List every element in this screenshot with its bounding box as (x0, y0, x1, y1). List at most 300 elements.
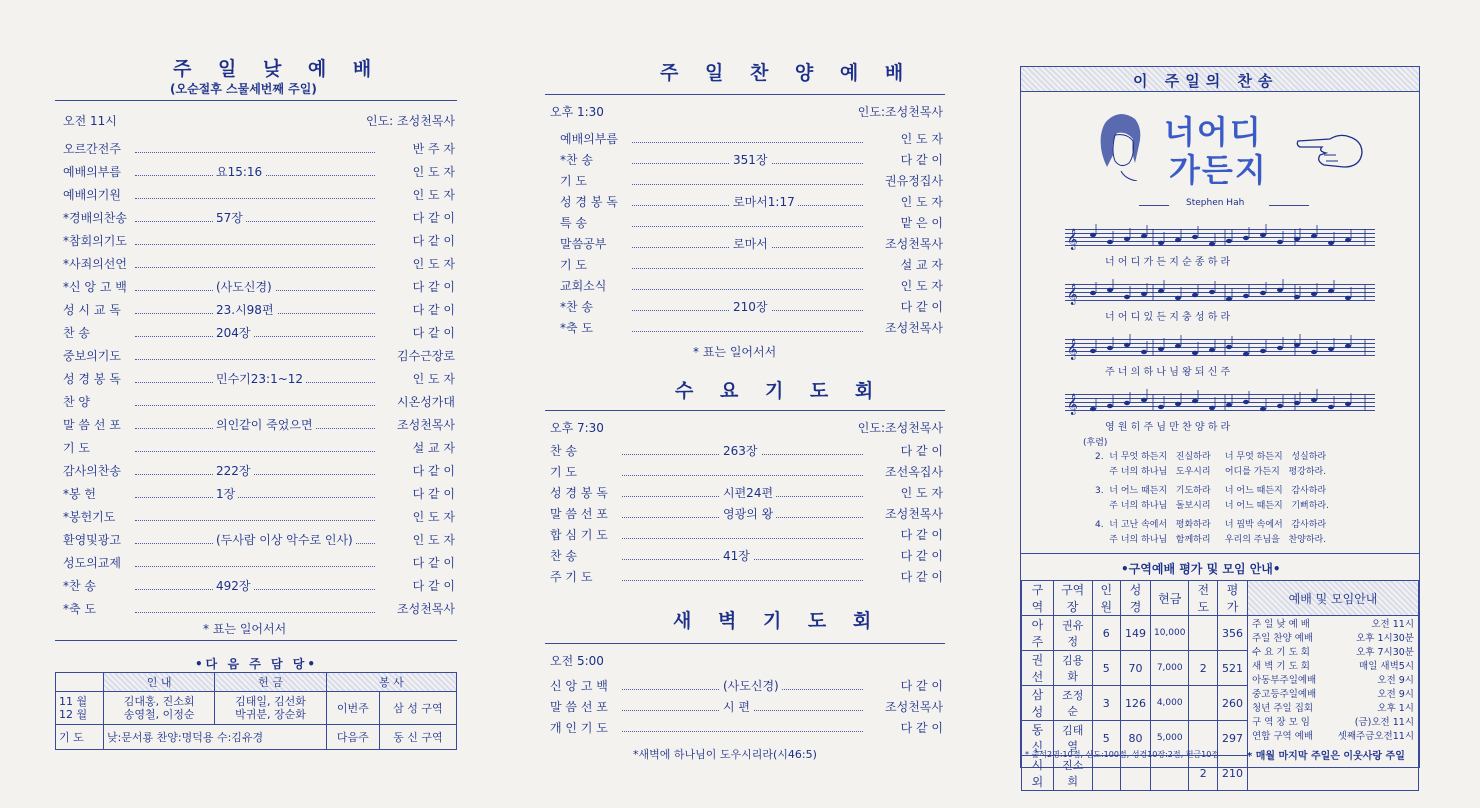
order-item (63, 209, 455, 229)
item-detail: 시편24편 (720, 484, 776, 501)
duty-title: •다 음 주 담 당• (195, 657, 319, 671)
item-name: 말씀공부 (560, 235, 609, 252)
schedule-time: 오후 1시 (1377, 703, 1414, 714)
page-title: 주 일 낮 예 배 (173, 58, 382, 80)
item-name: 기 도 (560, 256, 590, 273)
item-name: 찬 송 (550, 547, 580, 564)
table-cell (1092, 756, 1121, 791)
table-cell: 5 (1092, 721, 1121, 756)
item-detail: (사도신경) (720, 677, 782, 694)
duty-header: 봉 사 (326, 673, 456, 692)
item-name: 특 송 (560, 214, 590, 231)
order-item (560, 319, 943, 339)
right-column (1020, 66, 1420, 789)
schedule-row (1252, 688, 1414, 702)
item-name: *경배의찬송 (63, 209, 130, 226)
leader-dots (135, 474, 375, 475)
footnote-monthly: * 매월 마지막 주일은 이웃사랑 주일 (1247, 751, 1405, 762)
leader-dots (135, 359, 375, 360)
duty-header: 인 내 (103, 673, 214, 692)
duty-prayer: 낮:문서룡 찬양:명덕용 수:김유경 (103, 725, 326, 750)
order-item (550, 719, 943, 739)
schedule-name: 수 요 기 도 회 (1252, 647, 1310, 658)
table-cell: 아 주 (1022, 616, 1054, 651)
duty-prayer-label: 기 도 (56, 725, 104, 750)
order-item (560, 172, 943, 192)
item-person: 설 교 자 (412, 441, 455, 455)
item-detail: 민수기23:1~12 (213, 370, 306, 387)
standing-note: * 표는 일어서서 (203, 622, 287, 636)
lyric-line: 주 너 의 하 나 님 왕 되 신 주 (1105, 367, 1231, 378)
order-item (550, 442, 943, 462)
schedule-time: 오후 1시30분 (1356, 633, 1414, 644)
table-cell: 김용화 (1053, 651, 1092, 686)
schedule-time: 오전 9시 (1377, 689, 1414, 700)
item-name: *축 도 (63, 600, 99, 617)
order-item (63, 301, 455, 321)
item-detail: 263장 (720, 442, 761, 459)
item-name: 성 경 봉 독 (550, 484, 611, 501)
item-detail: 1장 (213, 485, 238, 502)
table-cell: 5,000 (1150, 721, 1189, 756)
item-name: *봉헌기도 (63, 508, 118, 525)
table-header: 구역장 (1053, 581, 1092, 616)
duty-table (55, 672, 457, 750)
item-name: 중보의기도 (63, 347, 124, 364)
item-person: 인 도 자 (900, 279, 943, 293)
table-cell: 4,000 (1150, 686, 1189, 721)
item-name: *찬 송 (560, 298, 596, 315)
music-staff (1065, 339, 1375, 359)
table-cell: 6 (1092, 616, 1121, 651)
order-item (63, 531, 455, 551)
item-name: 말 씀 선 포 (550, 505, 611, 522)
table-cell: 7,000 (1150, 651, 1189, 686)
order-item (560, 298, 943, 318)
item-detail: 영광의 왕 (720, 505, 776, 522)
item-person: 다 같 이 (900, 528, 943, 542)
schedule-time: 오전 9시 (1377, 675, 1414, 686)
item-person: 다 같 이 (412, 487, 455, 501)
order-item (63, 255, 455, 275)
order-item (560, 277, 943, 297)
verse-line: 4. 너 고난 속에서 평화하라 너 핍박 속에서 감사하라 (1095, 520, 1327, 530)
item-detail: 23.시98편 (213, 301, 277, 318)
schedule-row (1252, 632, 1414, 646)
item-person: 조성천목사 (885, 321, 943, 335)
verse-note: *새벽에 하나님이 도우시리라(시46:5) (633, 748, 817, 761)
order-item (550, 526, 943, 546)
table-cell: 3 (1092, 686, 1121, 721)
music-staff (1065, 229, 1375, 249)
duty-week: 이번주 (326, 691, 379, 724)
order-item (63, 508, 455, 528)
order-item (63, 416, 455, 436)
table-header: 인원 (1092, 581, 1121, 616)
table-cell (1121, 756, 1151, 791)
item-person: 다 같 이 (900, 300, 943, 314)
item-detail: 222장 (213, 462, 254, 479)
table-cell: 149 (1121, 616, 1151, 651)
item-person: 권유정집사 (885, 174, 943, 188)
item-detail: 41장 (720, 547, 753, 564)
sheet-music (1065, 217, 1375, 439)
table-cell: 521 (1218, 651, 1248, 686)
leader-dots (632, 184, 863, 185)
section-title: 주 일 찬 양 예 배 (660, 62, 914, 84)
item-person: 조성천목사 (885, 700, 943, 714)
table-cell: 260 (1218, 686, 1248, 721)
order-item (63, 163, 455, 183)
schedule-name: 새 벽 기 도 회 (1252, 661, 1310, 672)
table-cell: 356 (1218, 616, 1248, 651)
schedule-time: 매일 새벽5시 (1359, 661, 1414, 672)
pointing-hand-icon (1296, 127, 1366, 171)
item-person: 다 같 이 (412, 464, 455, 478)
table-cell: 삼 성 (1022, 686, 1054, 721)
leader-dots (632, 268, 863, 269)
hymn-title-line1: 너어디 (1164, 113, 1263, 151)
item-person: 인 도 자 (412, 257, 455, 271)
order-item (63, 462, 455, 482)
order-item (550, 484, 943, 504)
order-item (560, 235, 943, 255)
order-item (550, 677, 943, 697)
item-detail: 57장 (213, 209, 246, 226)
service-time: 오후 7:30 (550, 421, 604, 435)
order-item (560, 214, 943, 234)
item-person: 인 도 자 (412, 533, 455, 547)
table-header: 현금 (1150, 581, 1189, 616)
table-header: 평가 (1218, 581, 1248, 616)
schedule-name: 중고등주일예배 (1252, 689, 1317, 700)
schedule-row (1252, 730, 1414, 744)
item-person: 다 같 이 (412, 234, 455, 248)
table-header: 예배 및 모임안내 (1248, 581, 1419, 616)
leader-dots (135, 612, 375, 613)
leader-dots (135, 497, 375, 498)
item-detail: 로마서 (730, 235, 771, 252)
table-header: 전도 (1189, 581, 1218, 616)
order-item (550, 505, 943, 525)
duty-guide: 김대홍, 진소회 송영철, 이정순 (103, 691, 214, 724)
verse-line: 2. 너 무엇 하든지 진실하라 너 무엇 하든지 성실하라 (1095, 452, 1327, 462)
item-detail: 로마서1:17 (730, 193, 798, 210)
item-name: *사죄의선언 (63, 255, 130, 272)
item-person: 인 도 자 (900, 195, 943, 209)
order-item (63, 347, 455, 367)
svg-text:𝄞: 𝄞 (1067, 394, 1078, 415)
duty-service: 동 신 구역 (379, 725, 456, 750)
order-item (560, 256, 943, 276)
leader-dots (622, 538, 863, 539)
order-item (63, 324, 455, 344)
leader-dots (622, 475, 863, 476)
item-name: 신 앙 고 백 (550, 677, 611, 694)
svg-text:𝄞: 𝄞 (1067, 229, 1078, 250)
item-name: 환영및광고 (63, 531, 124, 548)
table-cell: 2 (1189, 651, 1218, 686)
leader-dots (135, 566, 375, 567)
order-item (560, 193, 943, 213)
leader-dots (135, 221, 375, 222)
duty-offering: 김태일, 김선화 박귀분, 장순화 (215, 691, 326, 724)
item-detail: (두사람 이상 악수로 인사) (213, 531, 356, 548)
order-item (63, 485, 455, 505)
order-item (63, 140, 455, 160)
table-cell (1189, 616, 1218, 651)
item-name: 성도의교제 (63, 554, 124, 571)
table-cell: 5 (1092, 651, 1121, 686)
schedule-name: 연합 구역 예배 (1252, 731, 1314, 742)
order-item (550, 547, 943, 567)
table-cell: 권 선 (1022, 651, 1054, 686)
schedule-time: 셋째주금오전11시 (1337, 731, 1414, 742)
item-person: 다 같 이 (412, 280, 455, 294)
duty-service: 삼 성 구역 (379, 691, 456, 724)
item-person: 조선옥집사 (885, 465, 943, 479)
order-item (550, 568, 943, 588)
item-person: 다 같 이 (412, 211, 455, 225)
item-person: 조성천목사 (397, 418, 455, 432)
verse-line: 주 너의 하나님 돌보시리 너 어느 때든지 기뻐하라. (1095, 501, 1329, 511)
table-cell: 2 (1189, 756, 1218, 791)
item-name: *신 앙 고 백 (63, 278, 130, 295)
item-name: 찬 양 (63, 393, 93, 410)
hymn-header-bar (1021, 67, 1419, 92)
lyric-line: 너 어 디 있 든 지 충 성 하 라 (1105, 312, 1231, 323)
order-item (560, 151, 943, 171)
schedule-time: (금)오전 11시 (1354, 717, 1414, 728)
service-leader: 인도:조성천목사 (857, 421, 943, 435)
order-item (63, 577, 455, 597)
table-cell: 70 (1121, 651, 1151, 686)
lyric-line: 너 어 디 가 든 지 순 종 하 라 (1105, 257, 1231, 268)
item-name: *봉 헌 (63, 485, 99, 502)
leader-dots (135, 451, 375, 452)
item-person: 인 도 자 (412, 510, 455, 524)
item-detail: (사도신경) (213, 278, 275, 295)
service-leader: 인도:조성천목사 (857, 105, 943, 119)
order-item (550, 698, 943, 718)
order-item (63, 232, 455, 252)
schedule-name: 주 일 낮 예 배 (1252, 619, 1310, 630)
order-item (63, 278, 455, 298)
item-name: 합 심 기 도 (550, 526, 611, 543)
table-cell: 시 외 (1022, 756, 1054, 791)
leader-dots (632, 226, 863, 227)
table-cell (1150, 756, 1189, 791)
item-person: 조성천목사 (885, 507, 943, 521)
table-cell: 210 (1218, 756, 1248, 791)
item-person: 다 같 이 (900, 679, 943, 693)
item-person: 반 주 자 (412, 142, 455, 156)
order-list (550, 677, 943, 740)
leader-dots (135, 152, 375, 153)
item-name: 말 씀 선 포 (63, 416, 124, 433)
item-name: 주 기 도 (550, 568, 595, 585)
table-cell: 진소희 (1053, 756, 1092, 791)
item-name: 찬 송 (550, 442, 580, 459)
girl-illustration-icon (1091, 111, 1151, 181)
item-detail: 210장 (730, 298, 771, 315)
order-list (63, 140, 455, 620)
order-item (63, 600, 455, 620)
order-item (560, 130, 943, 150)
schedule-name: 아동부주일예배 (1252, 675, 1317, 686)
lyric-line: 영 원 히 주 님 만 찬 양 하 라 (1105, 422, 1231, 433)
music-notes (1065, 333, 1375, 363)
verse-line: 3. 너 어느 때든지 기도하라 너 어느 때든지 감사하라 (1095, 486, 1327, 496)
order-item (550, 463, 943, 483)
schedule-cell (1248, 616, 1419, 791)
schedule-row (1252, 646, 1414, 660)
leader-dots (135, 520, 375, 521)
item-detail: 의인같이 죽었으면 (213, 416, 316, 433)
leader-dots (135, 336, 375, 337)
order-item (63, 370, 455, 390)
music-notes (1065, 223, 1375, 253)
item-person: 인 도 자 (900, 486, 943, 500)
music-notes (1065, 388, 1375, 418)
item-name: *참회의기도 (63, 232, 130, 249)
item-name: 교회소식 (560, 277, 609, 294)
standing-note: * 표는 일어서서 (693, 345, 777, 359)
item-name: 성 시 교 독 (63, 301, 124, 318)
subtitle: (오순절후 스물세번째 주일) (170, 82, 317, 96)
verse-line: 주 너의 하나님 함께하리 우리의 주님을 찬양하라. (1095, 535, 1327, 545)
item-person: 조성천목사 (885, 237, 943, 251)
table-cell: 김태열 (1053, 721, 1092, 756)
item-person: 인 도 자 (412, 165, 455, 179)
leader-dots (632, 331, 863, 332)
music-staff (1065, 284, 1375, 304)
table-cell: 80 (1121, 721, 1151, 756)
item-detail: 요15:16 (213, 163, 265, 180)
table-cell: 10,000 (1150, 616, 1189, 651)
order-item (63, 186, 455, 206)
schedule-name: 구 역 장 모 임 (1252, 717, 1310, 728)
item-name: 예배의부름 (63, 163, 124, 180)
leader-dots (135, 267, 375, 268)
svg-text:𝄞: 𝄞 (1067, 284, 1078, 305)
schedule-name: 청년 주일 집회 (1252, 703, 1314, 714)
guide-title: •구역예배 평가 및 모임 안내• (1121, 562, 1281, 576)
schedule-name: 주일 찬양 예배 (1252, 633, 1314, 644)
duty-header: 헌 금 (215, 673, 326, 692)
service-time: 오후 1:30 (550, 105, 604, 119)
table-cell: 조정순 (1053, 686, 1092, 721)
item-name: *찬 송 (560, 151, 596, 168)
service-time: 오전 5:00 (550, 654, 604, 668)
item-person: 설 교 자 (900, 258, 943, 272)
item-name: 예배의부름 (560, 130, 621, 147)
leader-dots (622, 580, 863, 581)
section-title: 새 벽 기 도 회 (673, 610, 882, 632)
schedule-row (1252, 618, 1414, 632)
order-item (63, 439, 455, 459)
composer: Stephen Hah (1186, 198, 1245, 208)
item-name: 기 도 (560, 172, 590, 189)
section-title: 수 요 기 도 회 (675, 380, 884, 402)
item-person: 다 같 이 (900, 549, 943, 563)
item-person: 김수근장로 (397, 349, 455, 363)
item-person: 다 같 이 (900, 721, 943, 735)
order-item (63, 554, 455, 574)
table-cell: 권유정 (1053, 616, 1092, 651)
schedule-row (1252, 674, 1414, 688)
item-person: 다 같 이 (412, 326, 455, 340)
item-name: 성 경 봉 독 (560, 193, 621, 210)
table-header: 성경 (1121, 581, 1151, 616)
leader-dots (622, 731, 863, 732)
item-person: 인 도 자 (900, 132, 943, 146)
item-name: 찬 송 (63, 324, 93, 341)
duty-week: 다음주 (326, 725, 379, 750)
leader-dots (135, 198, 375, 199)
leader-dots (632, 289, 863, 290)
item-person: 맡 은 이 (900, 216, 943, 230)
schedule-time: 오전 11시 (1371, 619, 1414, 630)
item-name: 예배의기원 (63, 186, 124, 203)
svg-text:𝄞: 𝄞 (1067, 339, 1078, 360)
item-person: 인 도 자 (412, 188, 455, 202)
table-cell: 동 신 (1022, 721, 1054, 756)
item-name: *찬 송 (63, 577, 99, 594)
item-name: 기 도 (550, 463, 580, 480)
schedule-time: 오후 7시30분 (1356, 647, 1414, 658)
item-name: 감사의찬송 (63, 462, 124, 479)
item-name: 오르간전주 (63, 140, 124, 157)
item-name: 성 경 봉 독 (63, 370, 124, 387)
item-person: 다 같 이 (900, 153, 943, 167)
table-cell (1189, 686, 1218, 721)
music-notes (1065, 278, 1375, 308)
item-person: 조성천목사 (397, 602, 455, 616)
schedule-row (1252, 660, 1414, 674)
schedule-row (1252, 702, 1414, 716)
table-cell: 126 (1121, 686, 1151, 721)
item-detail: 204장 (213, 324, 254, 341)
item-person: 다 같 이 (412, 303, 455, 317)
item-name: *축 도 (560, 319, 596, 336)
duty-month: 11 월 12 월 (56, 691, 104, 724)
service-leader: 인도: 조성천목사 (365, 114, 455, 128)
table-cell: 297 (1218, 721, 1248, 756)
item-person: 다 같 이 (900, 570, 943, 584)
item-person: 시온성가대 (397, 395, 455, 409)
item-detail: 492장 (213, 577, 254, 594)
item-person: 인 도 자 (412, 372, 455, 386)
leader-dots (135, 589, 375, 590)
order-item (63, 393, 455, 413)
item-name: 기 도 (63, 439, 93, 456)
verse-line: 주 너의 하나님 도우시리 어디를 가든지 평강하라. (1095, 467, 1327, 477)
hymn-header: 이 주일의 찬송 (1133, 72, 1279, 90)
leader-dots (135, 244, 375, 245)
refrain-label: (후렴) (1083, 438, 1108, 448)
schedule-row (1252, 716, 1414, 730)
item-person: 다 같 이 (900, 444, 943, 458)
item-person: 다 같 이 (412, 556, 455, 570)
item-name: 말 씀 선 포 (550, 698, 611, 715)
leader-dots (135, 405, 375, 406)
item-detail: 시 편 (720, 698, 753, 715)
item-name: 개 인 기 도 (550, 719, 611, 736)
footnote: * 출석2명:10점, 신도:100점, 성경10장:2점, 헌금10점 (1025, 750, 1220, 759)
table-header: 구 역 (1022, 581, 1054, 616)
order-list (550, 442, 943, 589)
